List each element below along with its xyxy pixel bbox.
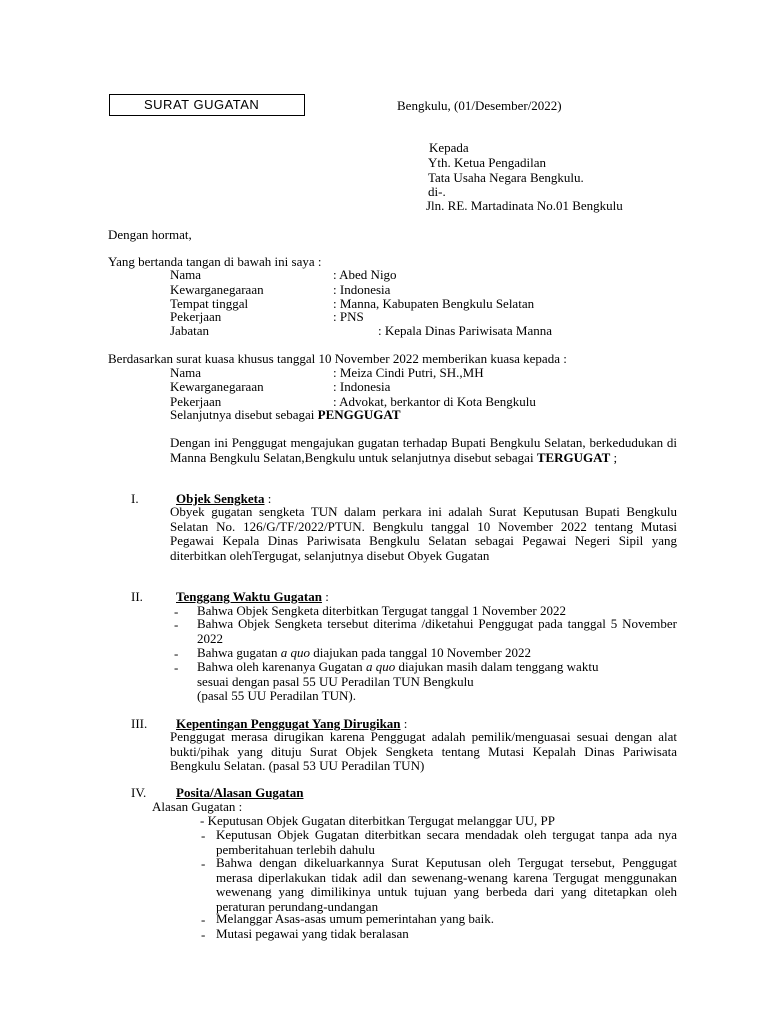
section-2-number: II.: [131, 589, 143, 604]
penggugat-term: PENGGUGAT: [317, 407, 401, 422]
section-2-item-4-rest: diajukan masih dalam tenggang waktu: [395, 659, 599, 674]
section-1-colon: :: [264, 491, 272, 506]
signer-label-jabatan: Jabatan: [170, 323, 209, 338]
signer-value-nama: : Abed Nigo: [333, 267, 397, 282]
proxy-value-pekerjaan: : Advokat, berkantor di Kota Bengkulu: [333, 394, 536, 409]
section-1-heading-text: Objek Sengketa: [176, 491, 265, 506]
a-quo-term: a quo: [280, 645, 311, 660]
signer-label-kewarganegaraan: Kewarganegaraan: [170, 282, 264, 297]
section-2-item-4-line-2: sesuai dengan pasal 55 UU Peradilan TUN Bengkulu: [197, 674, 474, 689]
bullet-dash: -: [174, 617, 179, 632]
greeting: Dengan hormat,: [108, 227, 192, 242]
section-3-body: Penggugat merasa dirugikan karena Penggugat adalah pemilik/menguasai sesuai dengan alat bukti/pihak yang dituju Surat Objek Sengketa tentang Mutasi Kepalah Dinas Pariwisata Bengkulu Selatan. (pasal 53 UU Peradilan TUN): [170, 729, 677, 774]
section-4-number: IV.: [131, 785, 147, 800]
section-4-item-3: Melanggar Asas-asas umum pemerintahan yang baik.: [216, 911, 494, 926]
signer-label-tempat-tinggal: Tempat tinggal: [170, 296, 249, 311]
section-3-number: III.: [131, 716, 148, 731]
section-1-body: Obyek gugatan sengketa TUN dalam perkara ini adalah Surat Keputusan Bupati Bengkulu Selatan No. 126/G/TF/2022/PTUN. Bengkulu tanggal 10 November 2022 tentang Mutasi Pegawai Kepala Dinas Pariwisata Bengkulu Selatan sebagai Pegawai Negeri Sipil yang diterbitkan olehTergugat, selanjutnya disebut Obyek Gugatan: [170, 504, 677, 564]
section-2-colon: :: [321, 589, 329, 604]
section-4-heading: [176, 785, 304, 800]
section-1-number: I.: [131, 491, 139, 506]
letter-title: SURAT GUGATAN: [144, 97, 260, 112]
section-2-item-1: Bahwa Objek Sengketa diterbitkan Tergugat tanggal 1 November 2022: [197, 603, 567, 618]
bullet-dash: -: [201, 927, 206, 942]
section-3-colon: :: [400, 716, 408, 731]
proxy-value-nama: : Meiza Cindi Putri, SH.,MH: [333, 365, 484, 380]
intro-paragraph-end: ;: [610, 449, 618, 465]
penggugat-line-text: Selanjutnya disebut sebagai: [170, 407, 318, 422]
proxy-label-kewarganegaraan: Kewarganegaraan: [170, 379, 264, 394]
bullet-dash: -: [201, 912, 206, 927]
signer-intro: Yang bertanda tangan di bawah ini saya :: [108, 254, 322, 269]
address-street: Jln. RE. Martadinata No.01 Bengkulu: [426, 198, 623, 213]
section-2-item-4-line-3: (pasal 55 UU Peradilan TUN).: [197, 688, 356, 703]
section-2-item-2: Bahwa Objek Sengketa tersebut diterima /diketahui Penggugat pada tanggal 5 November 2022: [197, 616, 677, 646]
section-2-item-4: [197, 660, 677, 675]
letter-title-box: [109, 94, 305, 116]
penggugat-line: [170, 407, 401, 422]
section-4-subheading: Alasan Gugatan :: [152, 799, 243, 814]
section-3-heading-text: Kepentingan Penggugat Yang Dirugikan: [176, 716, 401, 731]
address-to: Kepada: [429, 140, 469, 155]
section-2-heading: [176, 589, 329, 604]
signer-label-nama: Nama: [170, 267, 202, 282]
address-yth: Yth. Ketua Pengadilan: [428, 155, 547, 170]
bullet-dash: -: [174, 646, 179, 661]
signer-value-kewarganegaraan: : Indonesia: [333, 282, 391, 297]
bullet-dash: -: [201, 828, 206, 843]
proxy-intro: Berdasarkan surat kuasa khusus tanggal 10 November 2022 memberikan kuasa kepada :: [108, 351, 567, 366]
signer-value-pekerjaan: : PNS: [333, 309, 364, 324]
address-di: di-.: [428, 184, 446, 199]
address-court: Tata Usaha Negara Bengkulu.: [428, 170, 584, 185]
proxy-label-nama: Nama: [170, 365, 202, 380]
signer-label-pekerjaan: Pekerjaan: [170, 309, 222, 324]
proxy-label-pekerjaan: Pekerjaan: [170, 394, 222, 409]
intro-paragraph: [170, 436, 677, 465]
section-4-heading-text: Posita/Alasan Gugatan: [176, 785, 304, 800]
section-2-item-4-text: Bahwa oleh karenanya Gugatan: [197, 659, 366, 674]
section-4-item-1: Keputusan Objek Gugatan diterbitkan secara mendadak oleh tergugat tanpa ada nya pemberitahuan terlebih dahulu: [216, 827, 677, 857]
section-2-item-3-rest: diajukan pada tanggal 10 November 2022: [310, 645, 531, 660]
signer-value-jabatan: : Kepala Dinas Pariwisata Manna: [378, 323, 553, 338]
intro-paragraph-text: Dengan ini Penggugat mengajukan gugatan terhadap Bupati Bengkulu Selatan, berkedudukan di Manna Bengkulu Selatan,Bengkulu untuk selanjutnya disebut sebagai: [170, 435, 677, 465]
section-4-first-item: - Keputusan Objek Gugatan diterbitkan Tergugat melanggar UU, PP: [200, 813, 555, 828]
a-quo-term: a quo: [365, 659, 396, 674]
proxy-value-kewarganegaraan: : Indonesia: [333, 379, 391, 394]
section-2-item-3-text: Bahwa gugatan: [197, 645, 281, 660]
date-line: Bengkulu, (01/Desember/2022): [397, 98, 562, 113]
bullet-dash: -: [174, 660, 179, 675]
bullet-dash: -: [201, 856, 206, 871]
tergugat-term: TERGUGAT: [536, 449, 611, 465]
section-4-item-2: Bahwa dengan dikeluarkannya Surat Keputusan oleh Tergugat tersebut, Penggugat merasa diperlakukan tidak adil dan sewenang-wenang karena Tergugat menggunakan wewenang yang dimilikinya untuk tujuan yang berbeda dari yang ditetapkan oleh peraturan perundang-undangan: [216, 855, 677, 915]
signer-value-tempat-tinggal: : Manna, Kabupaten Bengkulu Selatan: [333, 296, 535, 311]
bullet-dash: -: [174, 604, 179, 619]
section-2-heading-text: Tenggang Waktu Gugatan: [176, 589, 322, 604]
section-4-item-4: Mutasi pegawai yang tidak beralasan: [216, 926, 409, 941]
